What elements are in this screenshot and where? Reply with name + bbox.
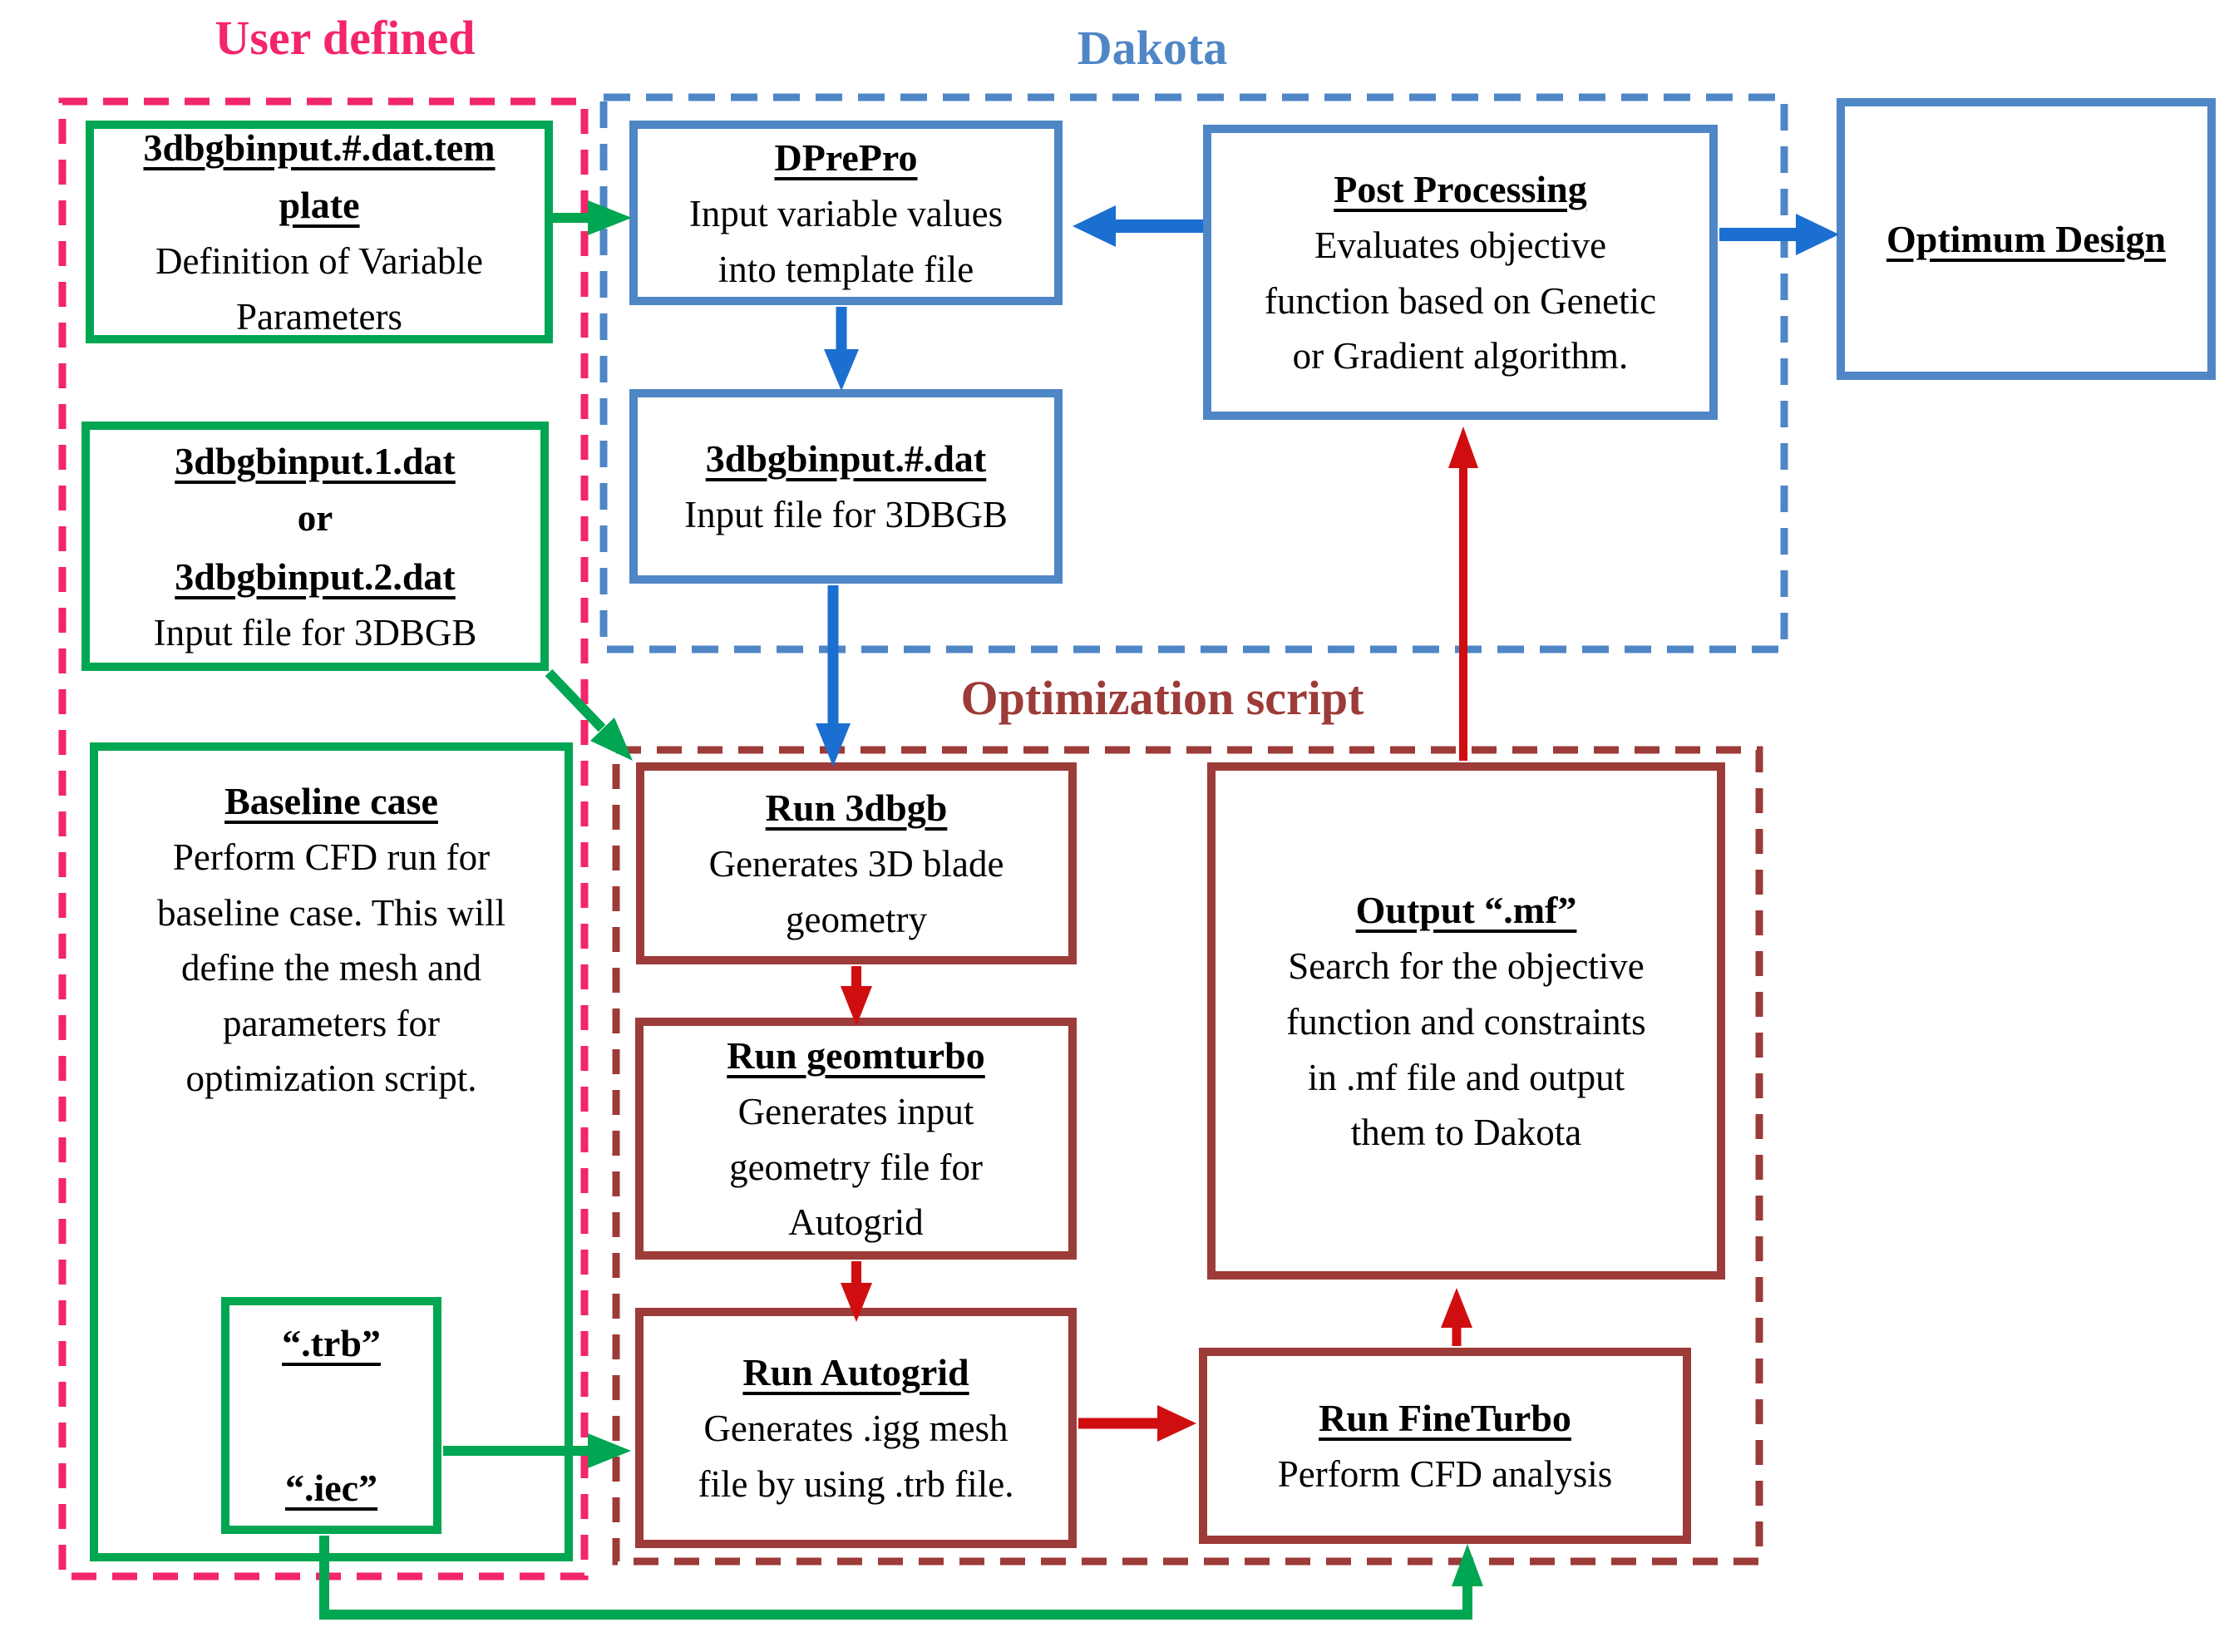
trb-iec-files-box — [221, 1297, 441, 1534]
run-geomturbo-title: Run geomturbo — [727, 1034, 985, 1077]
run-autogrid-box — [635, 1308, 1077, 1548]
user-defined-label: User defined — [215, 11, 476, 65]
dprepro-title: DPrePro — [774, 136, 918, 179]
or-connector-text: or — [297, 496, 333, 539]
run-fineturbo-box — [1199, 1348, 1691, 1544]
output-mf-description: Search for the objective function and constraints in .mf file and output them to Dakota — [1286, 945, 1646, 1154]
arrow-output-mf-to-postprocessing — [1448, 427, 1478, 761]
input-dat-12-description: Input file for 3DBGB — [153, 611, 477, 653]
arrow-autogrid-to-fineturbo — [1078, 1405, 1196, 1442]
optimum-design-title: Optimum Design — [1886, 218, 2167, 260]
template-file-title: 3dbgbinput.#.dat.tem plate — [143, 126, 496, 227]
run-fineturbo-description: Perform CFD analysis — [1277, 1453, 1613, 1496]
baseline-case-description: Perform CFD run for baseline case. This will define the mesh and parameters for optimization script. — [156, 836, 506, 1100]
run-geomturbo-box — [635, 1018, 1077, 1260]
run-autogrid-title: Run Autogrid — [742, 1351, 969, 1394]
dprepro-description: Input variable values into template file — [688, 192, 1004, 290]
post-processing-description: Evaluates objective function based on Genetic or Gradient algorithm. — [1264, 224, 1657, 377]
trb-file-title: “.trb” — [282, 1322, 381, 1364]
input-dat-hash-box — [629, 389, 1063, 584]
dprepro-box — [629, 121, 1063, 305]
arrow-input-dat-hash-to-run-3dbgb — [816, 585, 851, 767]
run-fineturbo-title: Run FineTurbo — [1319, 1397, 1571, 1440]
arrow-dprepro-to-input-dat-hash — [824, 307, 859, 391]
arrow-postprocessing-to-optimum-design — [1719, 214, 1839, 255]
arrow-fineturbo-to-output-mf — [1441, 1288, 1472, 1346]
run-geomturbo-description: Generates input geometry file for Autogrid — [729, 1091, 983, 1244]
input-dat-12-box — [81, 422, 549, 671]
run-3dbgb-title: Run 3dbgb — [765, 787, 948, 830]
output-mf-box — [1207, 762, 1725, 1280]
run-3dbgb-box — [636, 762, 1077, 964]
post-processing-box — [1203, 125, 1718, 420]
arrow-template-to-dprepro — [551, 200, 632, 235]
optimum-design-box — [1837, 98, 2216, 380]
baseline-case-title: Baseline case — [224, 780, 438, 822]
dakota-label: Dakota — [1077, 21, 1228, 75]
post-processing-title: Post Processing — [1334, 168, 1587, 211]
optimization-script-label: Optimization script — [960, 671, 1364, 725]
input-dat-2-title: 3dbgbinput.2.dat — [175, 555, 456, 598]
run-3dbgb-description: Generates 3D blade geometry — [708, 843, 1004, 940]
input-dat-1-title: 3dbgbinput.1.dat — [175, 439, 456, 482]
output-mf-title: Output “.mf” — [1355, 889, 1577, 932]
input-dat-hash-description: Input file for 3DBGB — [684, 494, 1008, 536]
arrow-postprocessing-to-dprepro — [1073, 205, 1203, 247]
template-file-box — [86, 121, 553, 343]
template-file-description: Definition of Variable Parameters — [155, 240, 484, 338]
iec-file-title: “.iec” — [284, 1467, 378, 1509]
run-autogrid-description: Generates .igg mesh file by using .trb file. — [698, 1408, 1014, 1505]
input-dat-hash-title: 3dbgbinput.#.dat — [705, 437, 987, 481]
